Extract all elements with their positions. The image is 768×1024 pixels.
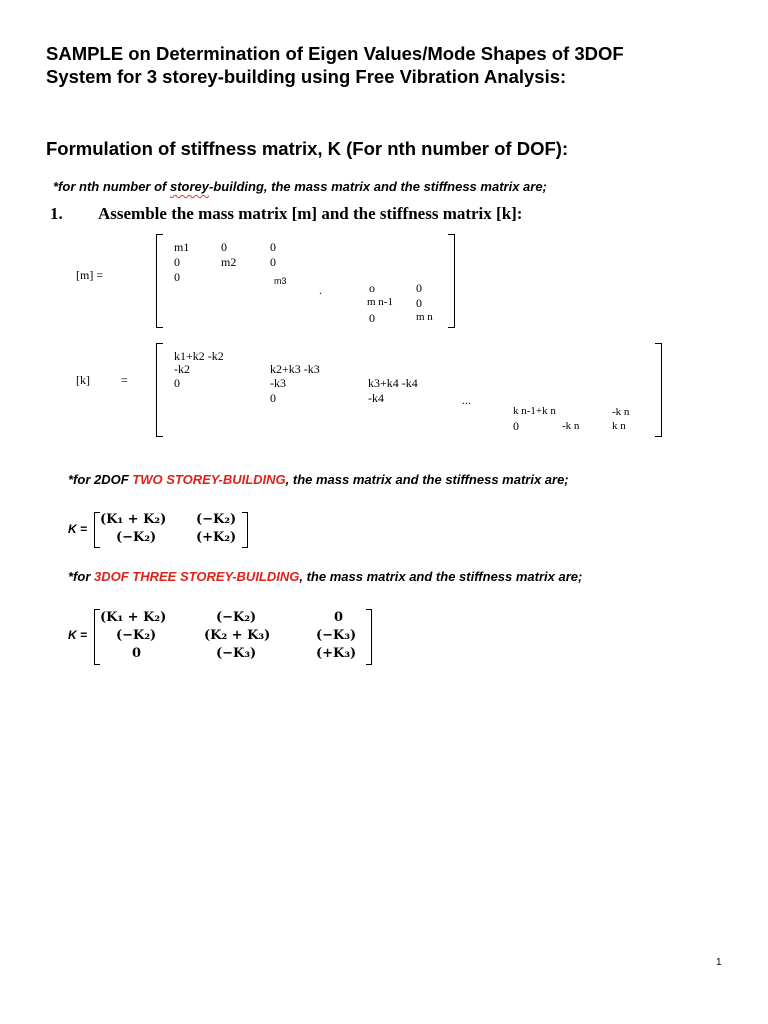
document-title-line-1: SAMPLE on Determination of Eigen Values/Mode Shapes of 3DOF [46, 43, 624, 64]
note-3dof-highlight: 3DOF THREE STOREY-BUILDING [94, 569, 300, 584]
mass-cell: 0 [270, 240, 276, 254]
k3-cell: 0 [132, 646, 142, 661]
note-3dof-prefix: *for [68, 569, 94, 584]
note-2dof-suffix: , the mass matrix and the stiffness matrix are; [285, 472, 569, 487]
note-nth-underlined: storey [170, 179, 210, 194]
stiffness-cell: 0 [513, 419, 519, 433]
stiffness-cell: -k n [612, 406, 630, 418]
stiffness-cell: k n [612, 420, 626, 432]
stiffness-cell: -k4 [368, 391, 384, 405]
k3-label: K = [68, 628, 88, 642]
mass-cell: m1 [174, 240, 190, 254]
stiffness-cell: -k3 [270, 376, 286, 390]
note-3dof-suffix: , the mass matrix and the stiffness matrix are; [299, 569, 583, 584]
stiffness-cell: 0 [174, 376, 180, 390]
k2-label: K = [68, 522, 88, 536]
note-3dof [68, 569, 582, 584]
mass-cell: 0 [270, 255, 276, 269]
stiffness-matrix-right-bracket [655, 343, 662, 437]
mass-cell: 0 [416, 281, 422, 295]
note-2dof [68, 472, 569, 487]
k3-cell: (K₁ + K₂) [100, 610, 167, 625]
stiffness-matrix-left-bracket [156, 343, 163, 437]
stiffness-cell: ... [462, 393, 471, 407]
mass-matrix-right-bracket [448, 234, 455, 328]
stiffness-cell: 0 [270, 391, 276, 405]
k3-cell: (+K₃) [316, 646, 357, 661]
k2-cell: (+K₂) [196, 530, 237, 545]
mass-matrix-left-bracket [156, 234, 163, 328]
stiffness-matrix-equals: = [121, 373, 128, 387]
stiffness-cell: k1+k2 -k2 [174, 349, 224, 363]
mass-cell: o [369, 281, 375, 295]
mass-cell: m3 [274, 276, 287, 286]
stiffness-matrix-label: [k] [76, 373, 90, 387]
page-number: 1 [716, 957, 722, 968]
k2-cell: (K₁ + K₂) [100, 512, 167, 527]
note-2dof-prefix: *for 2DOF [68, 472, 133, 487]
k3-right-bracket [366, 609, 372, 665]
mass-cell: 0 [174, 255, 180, 269]
mass-cell: 0 [174, 270, 180, 284]
mass-cell: m n [416, 311, 433, 323]
stiffness-cell: k3+k4 -k4 [368, 376, 418, 390]
mass-cell: . [319, 283, 322, 297]
stiffness-cell: k2+k3 -k3 [270, 362, 320, 376]
mass-cell: 0 [221, 240, 227, 254]
step-text: Assemble the mass matrix [m] and the stiffness matrix [k]: [98, 204, 523, 223]
note-nth-prefix: *for nth number of [53, 179, 170, 194]
k2-cell: (−K₂) [196, 512, 237, 527]
stiffness-cell: k n-1+k n [513, 405, 556, 417]
section-heading: Formulation of stiffness matrix, K (For nth number of DOF): [46, 138, 569, 159]
note-nth-storey [53, 179, 547, 194]
k2-cell: (−K₂) [116, 530, 157, 545]
k3-cell: 0 [334, 610, 344, 625]
k3-cell: (−K₂) [216, 610, 257, 625]
mass-cell: 0 [369, 311, 375, 325]
step-number: 1. [50, 204, 63, 223]
k3-cell: (−K₂) [116, 628, 157, 643]
k3-cell: (K₂ + K₃) [204, 628, 271, 643]
mass-matrix-label: [m] = [76, 268, 104, 282]
mass-cell: m n-1 [367, 296, 393, 308]
mass-cell: 0 [416, 296, 422, 310]
note-nth-suffix: -building, the mass matrix and the stiffness matrix are; [209, 179, 547, 194]
stiffness-cell: -k2 [174, 362, 190, 376]
k3-cell: (−K₃) [316, 628, 357, 643]
note-2dof-highlight: TWO STOREY-BUILDING [132, 472, 286, 487]
k2-right-bracket [242, 512, 248, 548]
k3-cell: (−K₃) [216, 646, 257, 661]
document-title-line-2: System for 3 storey-building using Free Vibration Analysis: [46, 66, 567, 87]
stiffness-cell: -k n [562, 420, 580, 432]
mass-cell: m2 [221, 255, 237, 269]
